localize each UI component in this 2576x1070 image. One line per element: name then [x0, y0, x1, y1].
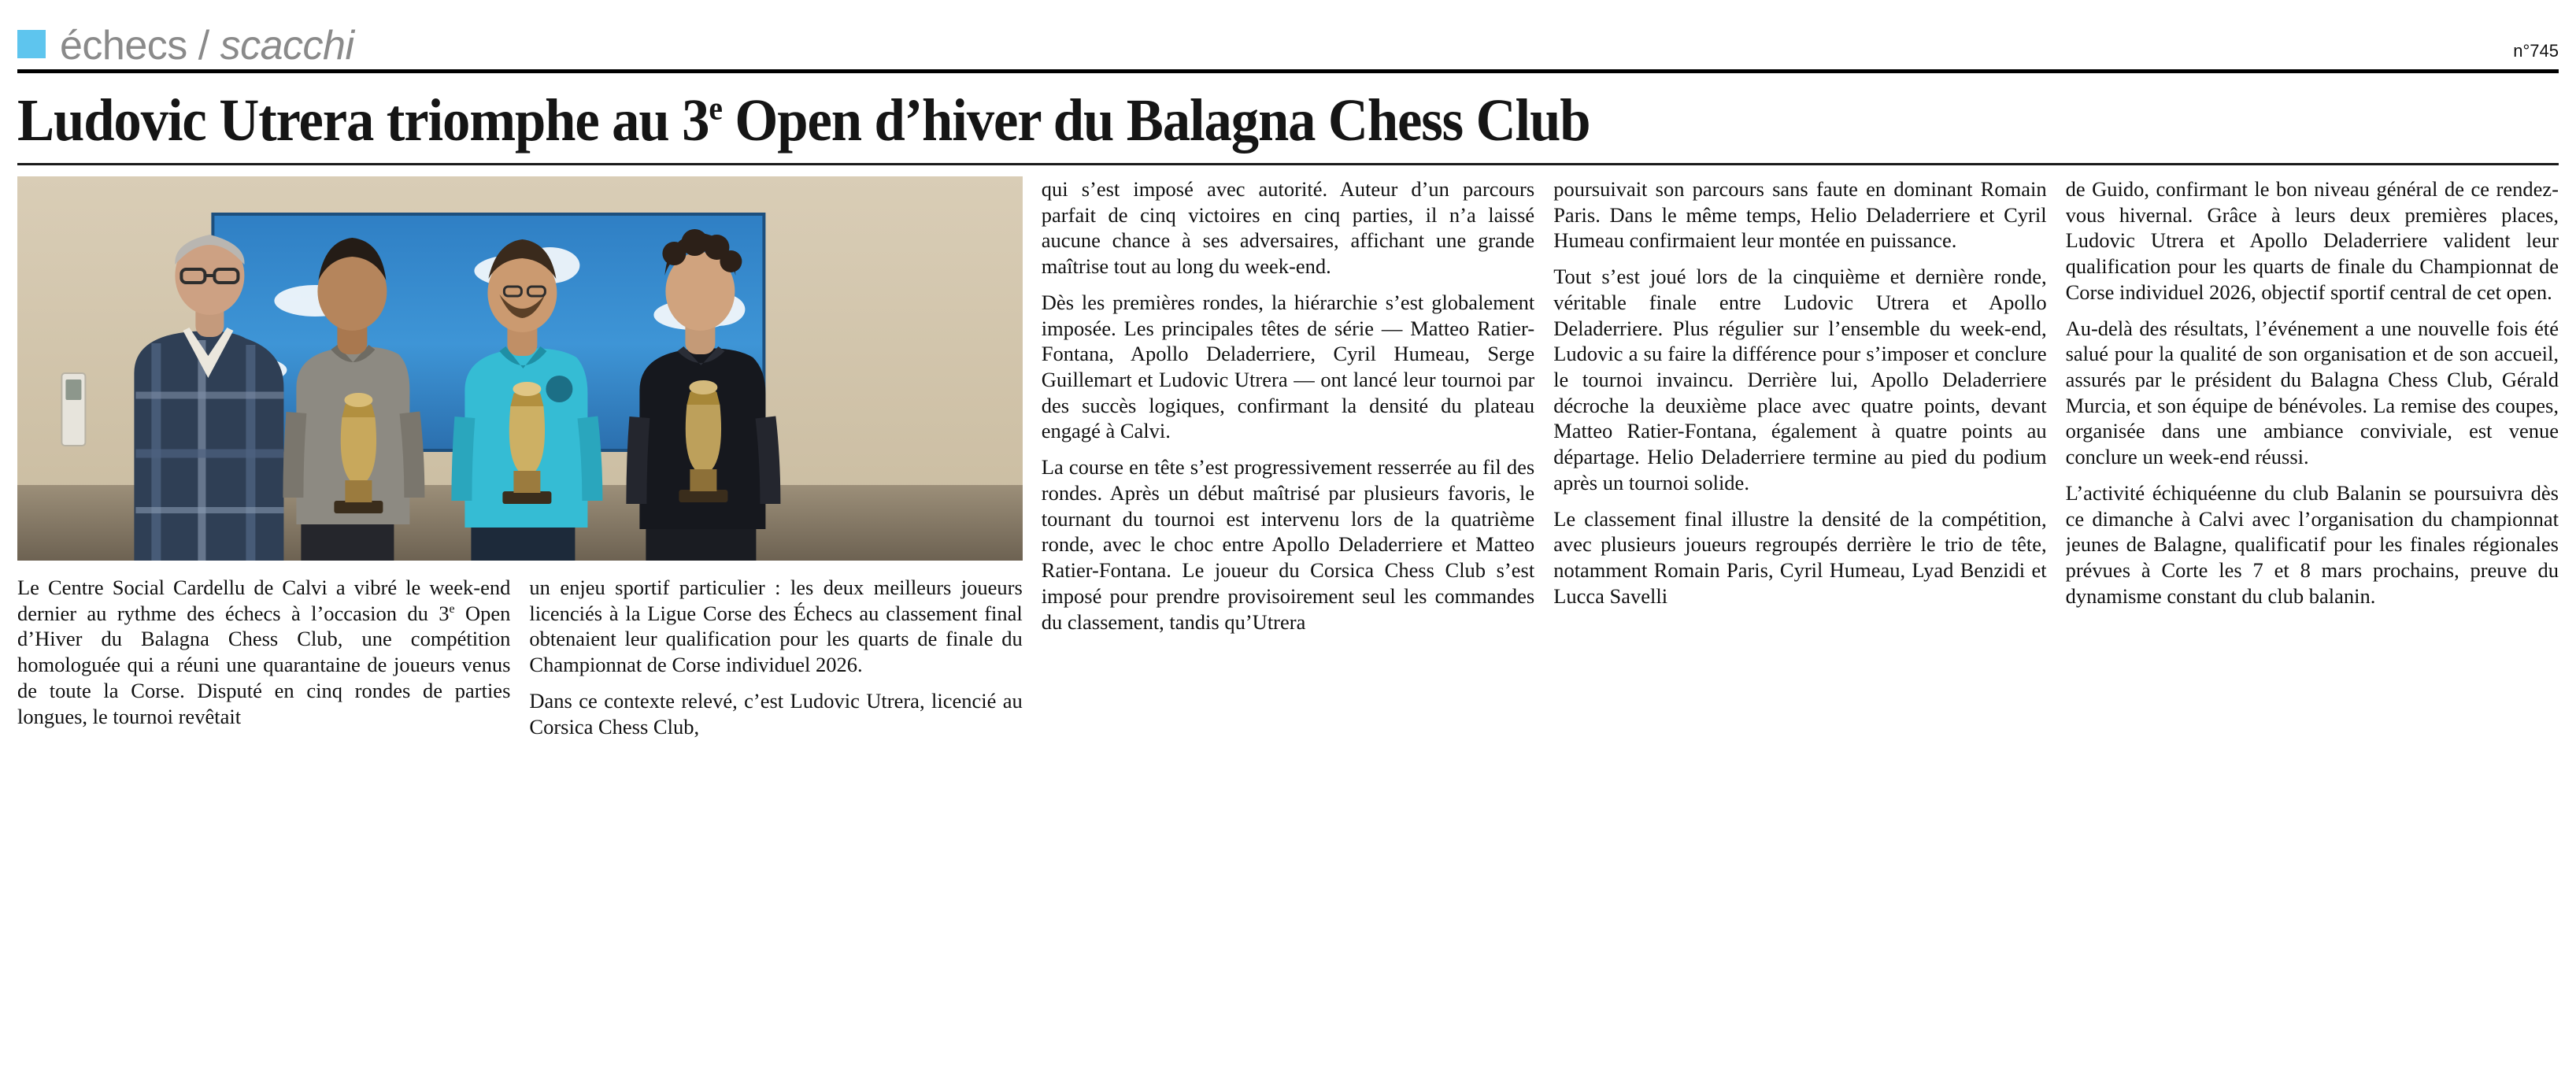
rubric-label-fr: échecs — [60, 23, 187, 68]
page-title — [17, 73, 2381, 163]
paragraph: Au-delà des résultats, l’événement a une nouvelle fois été salué pour la qualité de son organisation et de son accueil, assurés par le président du Balagna Chess Club, Gérald Murcia, et son équipe de bénévoles. La remise des coupes, organisée dans une ambiance conviviale, est venue conclure un week-end réussi. — [2065, 316, 2559, 469]
article-body — [17, 176, 2559, 1050]
article-column-5 — [2066, 176, 2559, 1050]
headline-part-2: Open d’hiver du Balagna Chess Club — [721, 87, 1590, 154]
issue-number: n°745 — [2513, 41, 2559, 61]
article-photo — [17, 176, 1023, 561]
paragraph: Tout s’est joué lors de la cinquième et dernière ronde, véritable finale entre Ludovic Utrera et Apollo Deladerriere. Plus régulier sur l’ensemble du week-end, Ludovic a su faire la différence pour s’imposer et conclure le tournoi invaincu. Derrière lui, Apollo Deladerriere décroche la deuxième place avec quatre points, devant Matteo Ratier-Fontana, également à quatre points au départage. Helio Deladerriere termine au pied du podium après un tournoi solide. — [1553, 265, 2047, 494]
article-column-4 — [1553, 176, 2046, 1050]
photo-illustration — [17, 176, 1023, 561]
article-column-3 — [1042, 176, 1534, 1050]
paragraph: Le classement final illustre la densité de la compétition, avec plusieurs joueurs regroupés derrière le trio de tête, notamment Romain Paris, Cyril Humeau, Lyad Benzidi et Lucca Savelli — [1553, 506, 2047, 608]
headline-part-1: Ludovic Utrera triomphe au 3 — [17, 87, 709, 154]
rubric-accent-square — [17, 30, 46, 58]
paragraph: un enjeu sportif particulier : les deux meilleurs joueurs licenciés à la Ligue Corse des Échecs au classement final obtenaient leur qualification pour les quarts de finale du Championnat de Corse individuel 2026. — [529, 576, 1023, 677]
paragraph: Le Centre Social Cardellu de Calvi a vibré le week-end dernier au rythme des échecs à l’occasion du 3e Open d’Hiver du Balagna Chess Club, une compétition homologuée qui a réuni une quarantaine de joueurs venus de toute la Corse. Disputé en cinq rondes de parties longues, le tournoi revêtait — [17, 576, 511, 728]
rubric-label-it: scacchi — [220, 23, 354, 68]
headline-rule — [17, 163, 2559, 165]
masthead — [17, 0, 2559, 66]
paragraph: poursuivait son parcours sans faute en dominant Romain Paris. Dans le même temps, Helio Deladerriere et Cyril Humeau confirmaient leur montée en puissance. — [1553, 177, 2047, 253]
paragraph: Dans ce contexte relevé, c’est Ludovic Utrera, licencié au Corsica Chess Club, — [529, 688, 1023, 739]
paragraph: qui s’est imposé avec autorité. Auteur d’un parcours parfait de cinq victoires en cinq parties, il n’a laissé aucune chance à ses adversaires, affichant une grande maîtrise tout au long du week-end. — [1041, 177, 1535, 279]
paragraph: Dès les premières rondes, la hiérarchie s’est globalement imposée. Les principales têtes de série — Matteo Ratier-Fontana, Apollo Deladerriere, Cyril Humeau, Serge Guillemart et Ludovic Utrera — ont lancé leur tournoi par des succès logiques, confirmant la densité du plateau engagé à Calvi. — [1041, 290, 1535, 443]
rubric-title — [60, 25, 354, 66]
paragraph: La course en tête s’est progressivement resserrée au fil des rondes. Après un début maîtrisé par plusieurs favoris, le tournant du tournoi est intervenu lors de la quatrième ronde, avec le choc entre Apollo Deladerriere et Matteo Ratier-Fontana. Le joueur du Corsica Chess Club s’est imposé pour prendre provisoirement seul les commandes du classement, tandis qu’Utrera — [1041, 455, 1535, 634]
paragraph: de Guido, confirmant le bon niveau général de ce rendez-vous hivernal. Grâce à leurs deux premières places, Ludovic Utrera et Apollo Deladerriere valident leur qualification pour les quarts de finale du Championnat de Corse individuel 2026, objectif sportif central de cet open. — [2065, 177, 2559, 304]
paragraph: L’activité échiquéenne du club Balanin se poursuivra dès ce dimanche à Calvi avec l’organisation du championnat jeunes de Balagne, qualificatif pour les finales régionales prévues à Corte les 7 et 8 mars prochains, preuve du dynamisme constant du club balanin. — [2065, 480, 2559, 608]
rubric-separator: / — [187, 23, 220, 68]
headline-ordinal: e — [709, 90, 722, 128]
ordinal-marker: e — [449, 602, 455, 616]
